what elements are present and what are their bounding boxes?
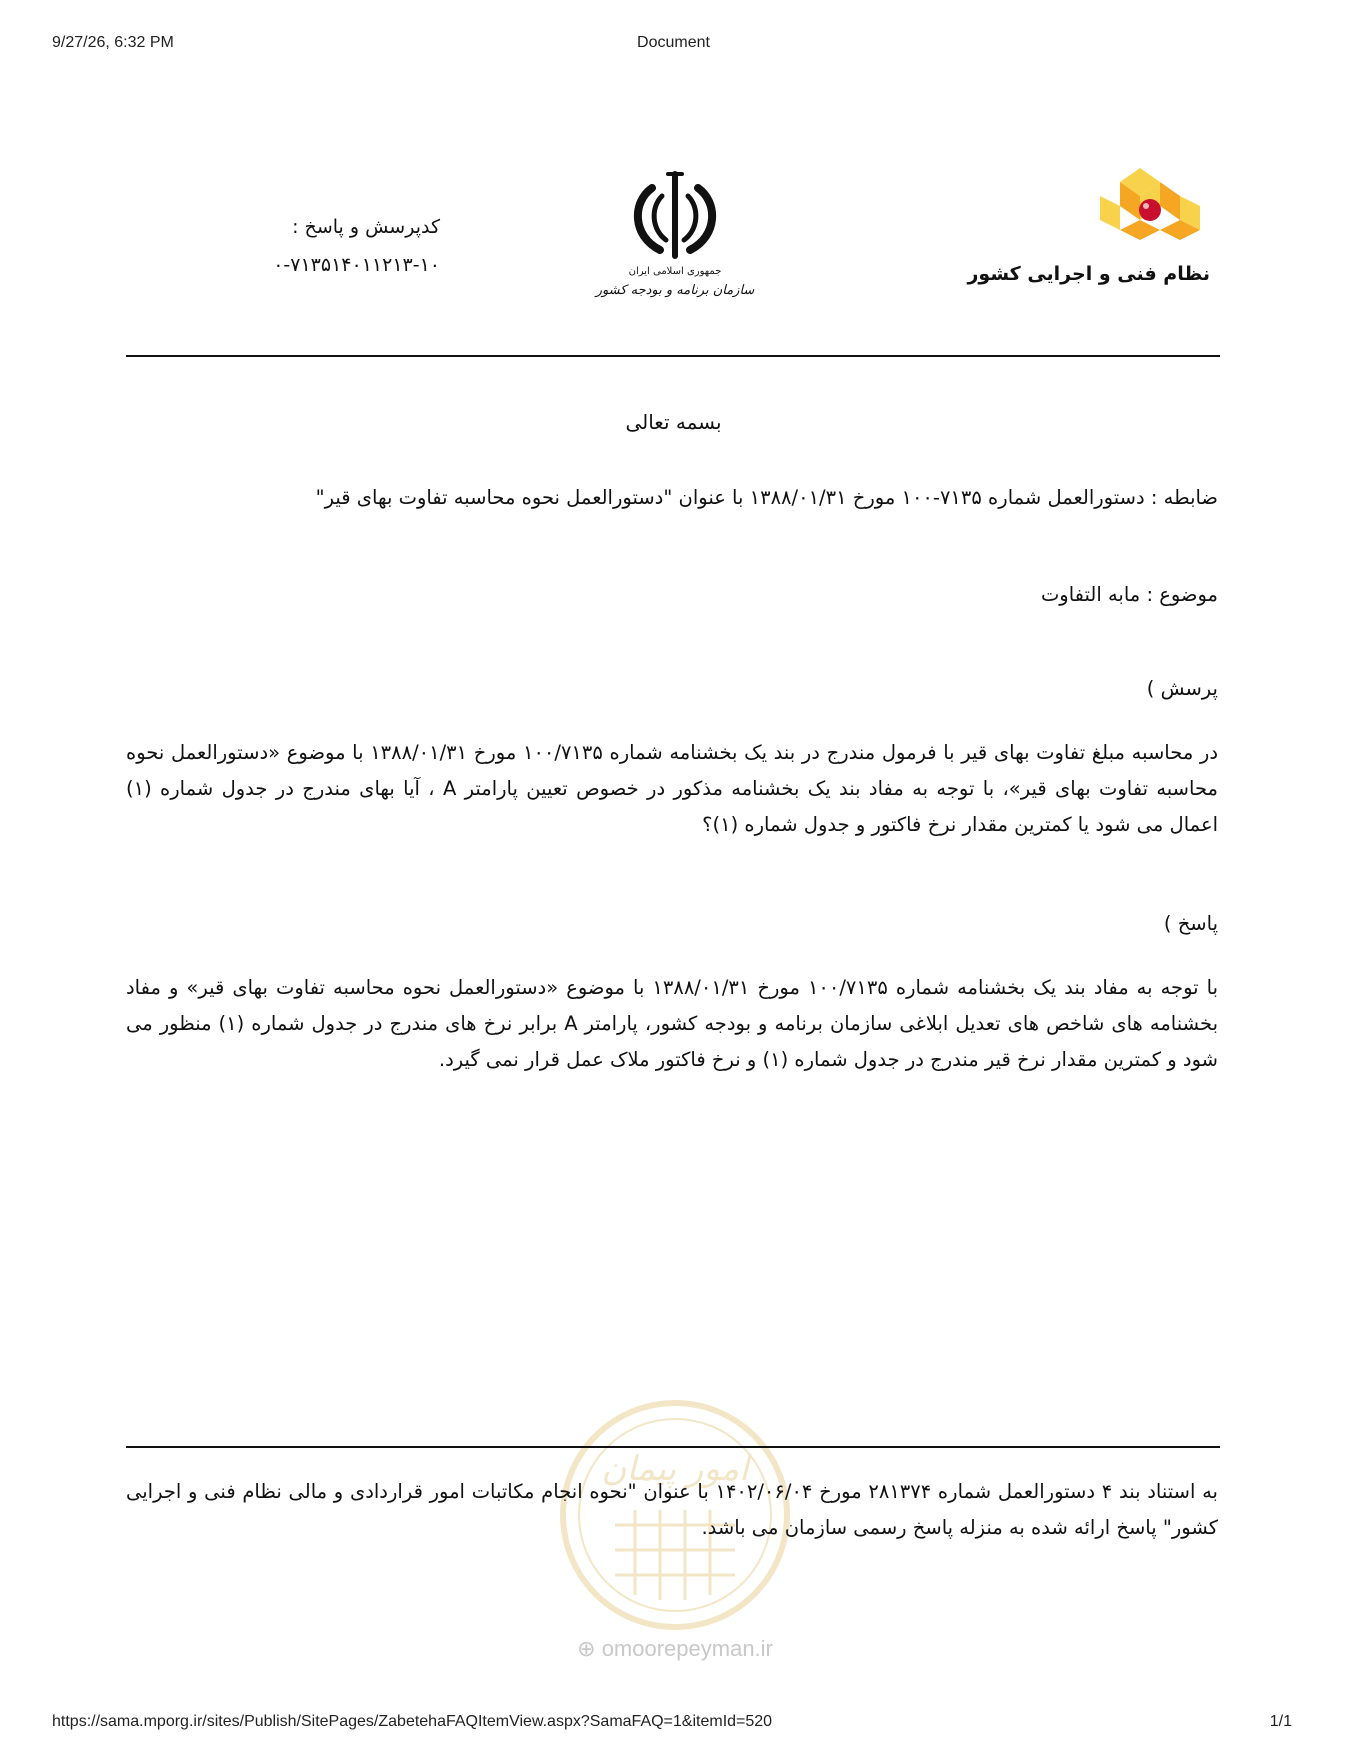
footer-note: به استناد بند ۴ دستورالعمل شماره ۲۸۱۳۷۴ مورخ ۱۴۰۲/۰۶/۰۴ با عنوان "نحوه انجام مکاتبات امور قراردادی و مالی نظام فنی و اجرایی کشور" پاسخ ارائه شده به منزله پاسخ رسمی سازمان می باشد. — [126, 1480, 1218, 1539]
print-title: Document — [637, 34, 710, 51]
question-code-value: ۰-۷۱۳۵۱۴۰۱۱۲۱۳-۱۰ — [273, 254, 440, 276]
print-datetime: 9/27/26, 6:32 PM — [52, 34, 174, 51]
bismillah: بسمه تعالی — [625, 410, 722, 434]
subject-line: موضوع : مابه التفاوت — [1040, 583, 1218, 606]
question-heading: پرسش ) — [1146, 677, 1218, 700]
watermark-globe-icon: ⊕ — [577, 1636, 596, 1661]
footer-divider — [126, 1446, 1220, 1448]
question-code-label: کدپرسش و پاسخ : — [292, 216, 440, 238]
zabeteh-line: ضابطه : دستورالعمل شماره ۷۱۳۵-۱۰۰ مورخ ۱۳۸۸/۰۱/۳۱ با عنوان "دستورالعمل نحوه محاسبه تفاوت بهای قیر" — [315, 486, 1218, 509]
watermark-site: ⊕ omoorepeyman.ir — [577, 1636, 773, 1661]
question-text: در محاسبه مبلغ تفاوت بهای قیر با فرمول مندرج در بند یک بخشنامه شماره ۱۰۰/۷۱۳۵ مورخ ۱۳۸۸/۰۱/۳۱ با موضوع «دستورالعمل نحوه محاسبه تفاوت بهای قیر»، با توجه به مفاد بند یک بخشنامه مذکور در خصوص تعیین پارامتر A ، آیا بهای مندرج در جدول شماره (۱) اعمال می شود یا کمترین مقدار نرخ فاکتور و جدول شماره (۱)؟ — [126, 741, 1219, 836]
emblem-caption-2: سازمان برنامه و بودجه کشور — [595, 283, 755, 298]
question-code-block — [200, 208, 440, 284]
print-url: https://sama.mporg.ir/sites/Publish/SitePages/ZabetehaFAQItemView.aspx?SamaFAQ=1&itemId=520 — [52, 1713, 773, 1730]
iran-emblem-icon — [595, 160, 755, 310]
org-name: نظام فنی و اجرایی کشور — [967, 263, 1210, 285]
watermark-text: امور پیمان — [601, 1449, 749, 1489]
print-page-number: 1/1 — [1269, 1713, 1292, 1730]
emblem-caption-1: جمهوری اسلامی ایران — [628, 266, 722, 277]
answer-text: با توجه به مفاد بند یک بخشنامه شماره ۱۰۰/۷۱۳۵ مورخ ۱۳۸۸/۰۱/۳۱ با موضوع «دستورالعمل نحوه محاسبه تفاوت بهای قیر» و مفاد بخشنامه های شاخص های تعدیل ابلاغی سازمان برنامه و بودجه کشور، پارامتر A برابر نرخ های مندرج در جدول شماره (۱) منظور می شود و کمترین مقدار نرخ قیر مندرج در جدول شماره (۱) و نرخ فاکتور ملاک عمل قرار نمی گیرد. — [126, 976, 1218, 1071]
header-divider — [126, 355, 1220, 357]
answer-heading: پاسخ ) — [1163, 912, 1218, 935]
nezam-fanni-logo-icon — [967, 162, 1210, 312]
